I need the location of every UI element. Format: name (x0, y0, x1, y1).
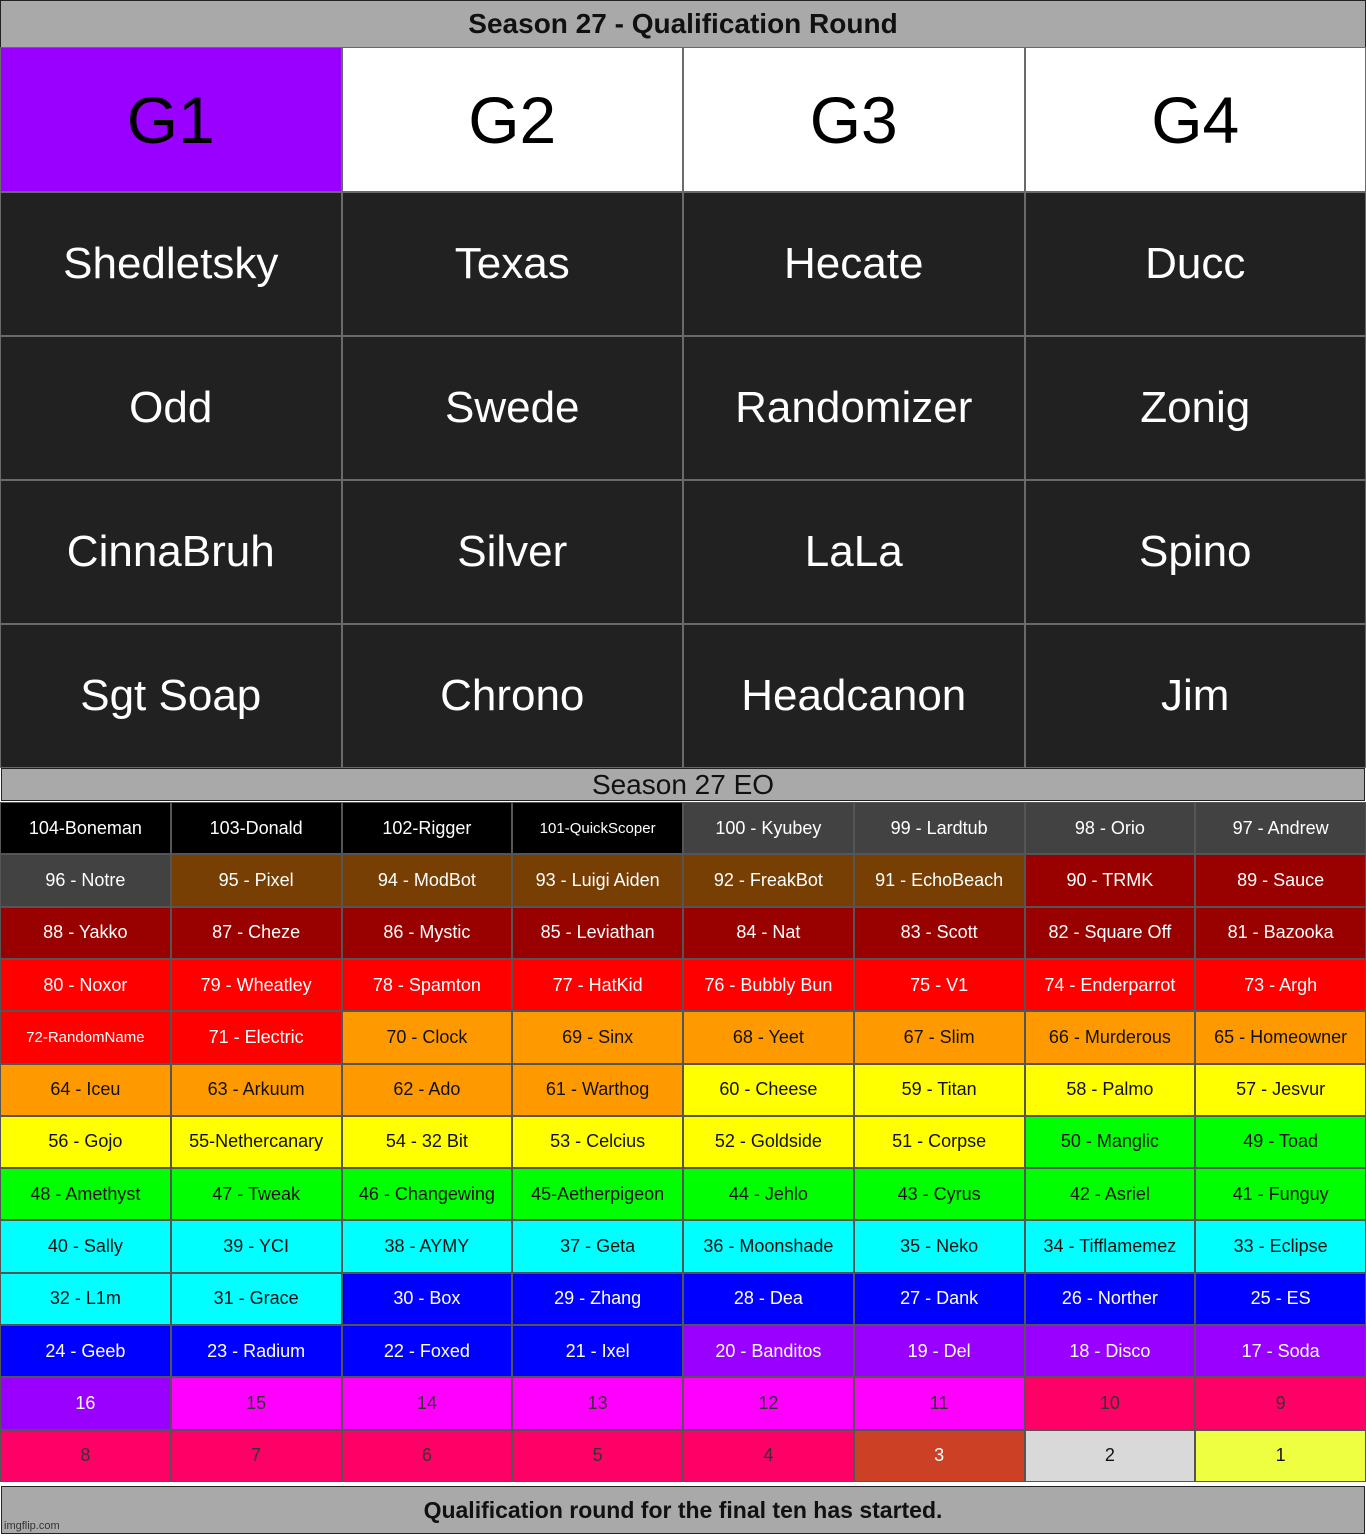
group-header-g3: G3 (683, 47, 1025, 192)
eo-cell: 97 - Andrew (1195, 802, 1366, 854)
eo-cell: 23 - Radium (171, 1325, 342, 1377)
group-member: Headcanon (683, 624, 1025, 768)
eo-cell: 29 - Zhang (512, 1273, 683, 1325)
eo-cell: 19 - Del (854, 1325, 1025, 1377)
eo-cell: 68 - Yeet (683, 1011, 854, 1063)
group-member: Swede (342, 336, 684, 480)
eo-cell: 41 - Funguy (1195, 1168, 1366, 1220)
eo-cell: 58 - Palmo (1025, 1064, 1196, 1116)
eo-table (0, 802, 1366, 1482)
eo-cell: 20 - Banditos (683, 1325, 854, 1377)
group-member: Zonig (1025, 336, 1366, 480)
eo-cell: 89 - Sauce (1195, 854, 1366, 906)
eo-cell: 98 - Orio (1025, 802, 1196, 854)
eo-cell: 67 - Slim (854, 1011, 1025, 1063)
eo-cell: 102-Rigger (342, 802, 513, 854)
eo-cell: 15 (171, 1377, 342, 1429)
eo-cell: 16 (0, 1377, 171, 1429)
eo-cell: 63 - Arkuum (171, 1064, 342, 1116)
group-member: LaLa (683, 480, 1025, 624)
eo-cell: 38 - AYMY (342, 1220, 513, 1272)
eo-cell: 52 - Goldside (683, 1116, 854, 1168)
eo-cell: 1 (1195, 1430, 1366, 1482)
group-header-g1: G1 (0, 47, 342, 192)
eo-cell: 99 - Lardtub (854, 802, 1025, 854)
eo-cell: 100 - Kyubey (683, 802, 854, 854)
eo-cell: 9 (1195, 1377, 1366, 1429)
group-member: Ducc (1025, 192, 1366, 336)
eo-cell: 56 - Gojo (0, 1116, 171, 1168)
eo-cell: 5 (512, 1430, 683, 1482)
eo-cell: 70 - Clock (342, 1011, 513, 1063)
eo-cell: 91 - EchoBeach (854, 854, 1025, 906)
eo-cell: 45-Aetherpigeon (512, 1168, 683, 1220)
footer-message: Qualification round for the final ten has started. (1, 1486, 1365, 1534)
eo-cell: 4 (683, 1430, 854, 1482)
eo-cell: 75 - V1 (854, 959, 1025, 1011)
eo-cell: 28 - Dea (683, 1273, 854, 1325)
eo-cell: 48 - Amethyst (0, 1168, 171, 1220)
eo-cell: 39 - YCI (171, 1220, 342, 1272)
eo-cell: 82 - Square Off (1025, 907, 1196, 959)
eo-cell: 30 - Box (342, 1273, 513, 1325)
eo-cell: 44 - Jehlo (683, 1168, 854, 1220)
eo-cell: 57 - Jesvur (1195, 1064, 1366, 1116)
page-title: Season 27 - Qualification Round (0, 0, 1366, 48)
eo-cell: 37 - Geta (512, 1220, 683, 1272)
eo-cell: 2 (1025, 1430, 1196, 1482)
group-member: Spino (1025, 480, 1366, 624)
eo-cell: 94 - ModBot (342, 854, 513, 906)
eo-cell: 88 - Yakko (0, 907, 171, 959)
eo-cell: 11 (854, 1377, 1025, 1429)
eo-cell: 76 - Bubbly Bun (683, 959, 854, 1011)
eo-cell: 14 (342, 1377, 513, 1429)
group-member: Sgt Soap (0, 624, 342, 768)
eo-cell: 17 - Soda (1195, 1325, 1366, 1377)
group-member: Texas (342, 192, 684, 336)
group-member: Randomizer (683, 336, 1025, 480)
eo-cell: 78 - Spamton (342, 959, 513, 1011)
eo-cell: 8 (0, 1430, 171, 1482)
group-member: Jim (1025, 624, 1366, 768)
group-member: Silver (342, 480, 684, 624)
eo-cell: 101-QuickScoper (512, 802, 683, 854)
eo-cell: 62 - Ado (342, 1064, 513, 1116)
eo-cell: 54 - 32 Bit (342, 1116, 513, 1168)
eo-cell: 95 - Pixel (171, 854, 342, 906)
eo-cell: 66 - Murderous (1025, 1011, 1196, 1063)
eo-cell: 80 - Noxor (0, 959, 171, 1011)
group-member: Shedletsky (0, 192, 342, 336)
eo-cell: 12 (683, 1377, 854, 1429)
eo-cell: 50 - Manglic (1025, 1116, 1196, 1168)
eo-title: Season 27 EO (1, 768, 1365, 801)
eo-cell: 43 - Cyrus (854, 1168, 1025, 1220)
eo-cell: 77 - HatKid (512, 959, 683, 1011)
eo-cell: 85 - Leviathan (512, 907, 683, 959)
eo-cell: 86 - Mystic (342, 907, 513, 959)
eo-cell: 27 - Dank (854, 1273, 1025, 1325)
eo-cell: 65 - Homeowner (1195, 1011, 1366, 1063)
eo-cell: 74 - Enderparrot (1025, 959, 1196, 1011)
eo-cell: 104-Boneman (0, 802, 171, 854)
eo-cell: 51 - Corpse (854, 1116, 1025, 1168)
eo-cell: 72-RandomName (0, 1011, 171, 1063)
eo-cell: 79 - Wheatley (171, 959, 342, 1011)
eo-cell: 93 - Luigi Aiden (512, 854, 683, 906)
eo-cell: 40 - Sally (0, 1220, 171, 1272)
eo-cell: 103-Donald (171, 802, 342, 854)
eo-cell: 3 (854, 1430, 1025, 1482)
group-header-g4: G4 (1025, 47, 1366, 192)
eo-cell: 22 - Foxed (342, 1325, 513, 1377)
eo-cell: 26 - Norther (1025, 1273, 1196, 1325)
eo-cell: 47 - Tweak (171, 1168, 342, 1220)
watermark: imgflip.com (4, 1520, 60, 1532)
eo-cell: 34 - Tifflamemez (1025, 1220, 1196, 1272)
eo-cell: 60 - Cheese (683, 1064, 854, 1116)
eo-cell: 6 (342, 1430, 513, 1482)
eo-cell: 49 - Toad (1195, 1116, 1366, 1168)
group-member: Odd (0, 336, 342, 480)
eo-cell: 64 - Iceu (0, 1064, 171, 1116)
eo-cell: 10 (1025, 1377, 1196, 1429)
eo-cell: 25 - ES (1195, 1273, 1366, 1325)
eo-cell: 36 - Moonshade (683, 1220, 854, 1272)
eo-cell: 24 - Geeb (0, 1325, 171, 1377)
eo-cell: 73 - Argh (1195, 959, 1366, 1011)
eo-cell: 59 - Titan (854, 1064, 1025, 1116)
eo-cell: 33 - Eclipse (1195, 1220, 1366, 1272)
groups-table (0, 47, 1366, 768)
eo-cell: 35 - Neko (854, 1220, 1025, 1272)
eo-cell: 13 (512, 1377, 683, 1429)
eo-cell: 46 - Changewing (342, 1168, 513, 1220)
eo-cell: 55-Nethercanary (171, 1116, 342, 1168)
eo-cell: 61 - Warthog (512, 1064, 683, 1116)
eo-cell: 31 - Grace (171, 1273, 342, 1325)
eo-cell: 69 - Sinx (512, 1011, 683, 1063)
eo-cell: 81 - Bazooka (1195, 907, 1366, 959)
eo-cell: 53 - Celcius (512, 1116, 683, 1168)
eo-cell: 21 - Ixel (512, 1325, 683, 1377)
group-member: Hecate (683, 192, 1025, 336)
eo-cell: 83 - Scott (854, 907, 1025, 959)
eo-cell: 96 - Notre (0, 854, 171, 906)
eo-cell: 92 - FreakBot (683, 854, 854, 906)
eo-cell: 7 (171, 1430, 342, 1482)
eo-cell: 32 - L1m (0, 1273, 171, 1325)
group-member: Chrono (342, 624, 684, 768)
eo-cell: 42 - Asriel (1025, 1168, 1196, 1220)
eo-cell: 87 - Cheze (171, 907, 342, 959)
eo-cell: 84 - Nat (683, 907, 854, 959)
eo-cell: 71 - Electric (171, 1011, 342, 1063)
eo-cell: 90 - TRMK (1025, 854, 1196, 906)
group-member: CinnaBruh (0, 480, 342, 624)
eo-cell: 18 - Disco (1025, 1325, 1196, 1377)
group-header-g2: G2 (342, 47, 684, 192)
